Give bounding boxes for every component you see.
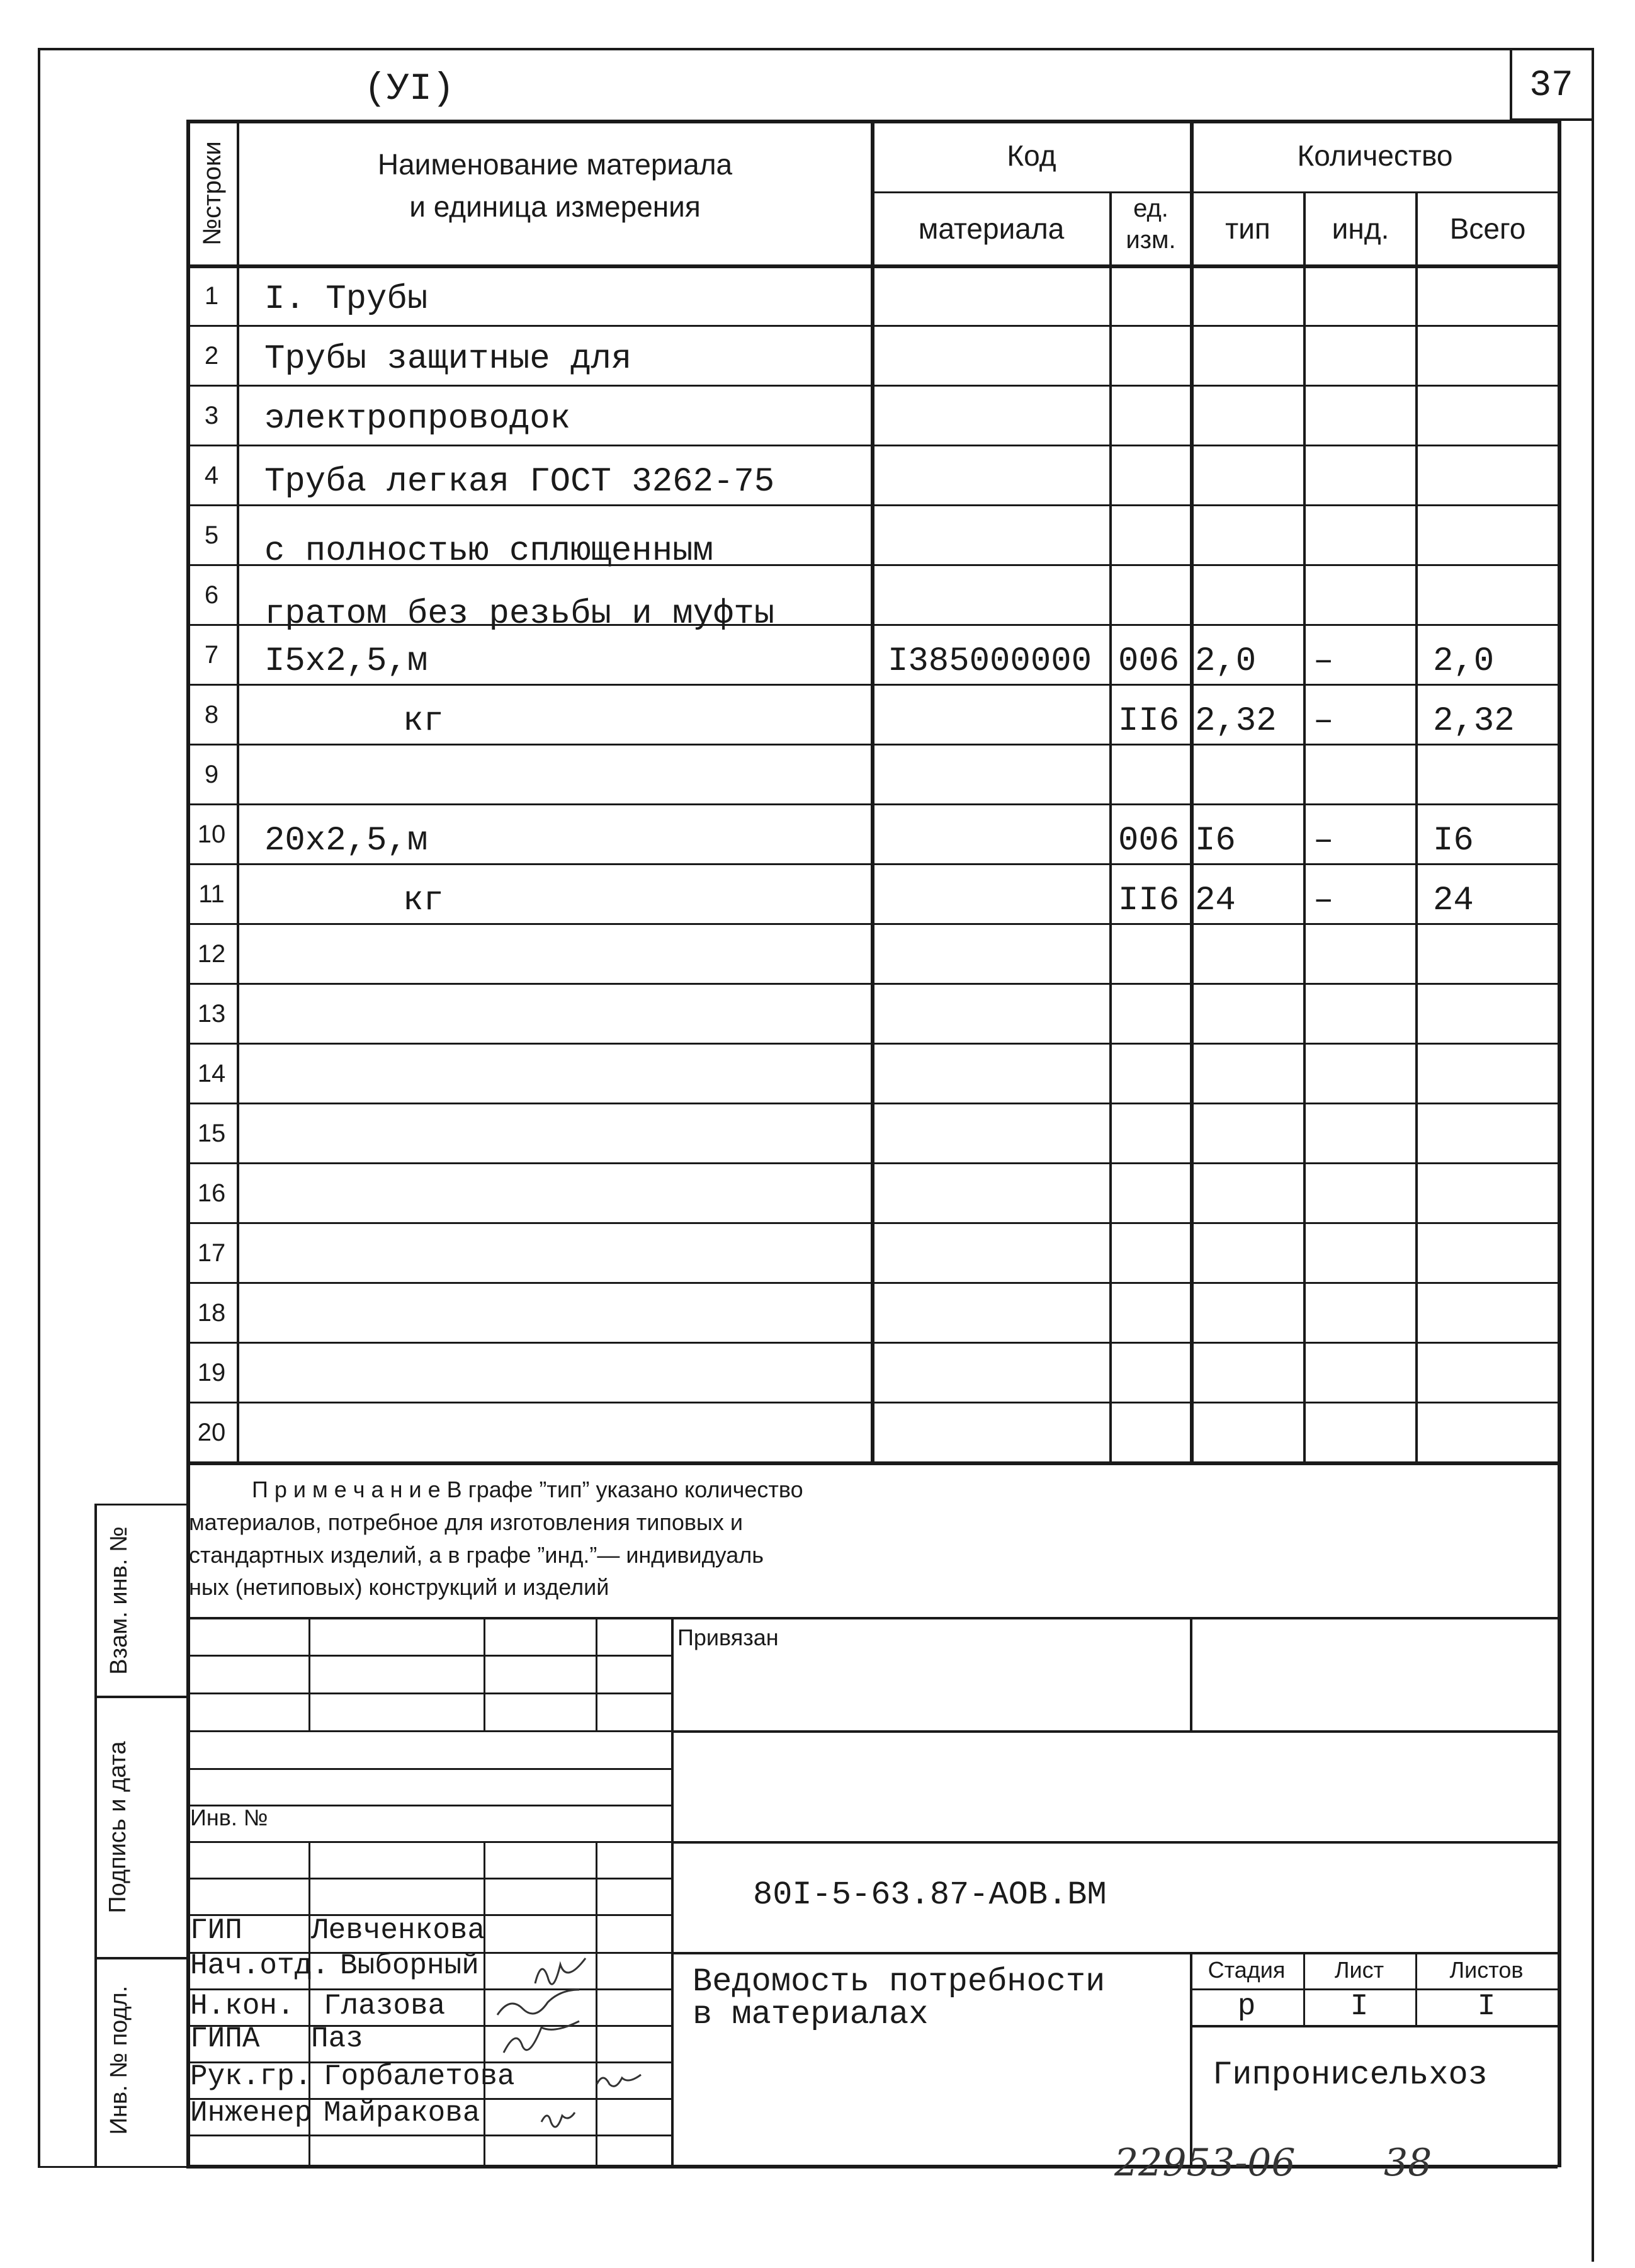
staff-role: Нач.отд. (190, 1949, 329, 1982)
qty-ind: – (1313, 882, 1334, 920)
staff-name: Майракова (324, 2097, 480, 2129)
row-number: 8 (204, 701, 219, 729)
material-name: кг (403, 702, 444, 740)
row-number: 3 (204, 402, 219, 429)
staff-role: ГИП (190, 1914, 242, 1947)
row-number: 12 (197, 940, 226, 968)
staff-name: Глазова (324, 1990, 446, 2022)
unit-code: 006 (1118, 642, 1180, 681)
sheet-label: Лист (1334, 1957, 1384, 1983)
signature-mark (497, 1990, 579, 2015)
material-name: электропроводок (264, 400, 571, 438)
qty-ind: – (1313, 642, 1334, 681)
qty-type: 24 (1195, 882, 1236, 920)
row-number: 7 (204, 641, 219, 669)
privyazan-label: Привязан (677, 1624, 779, 1650)
staff-role: Рук.гр. (190, 2060, 312, 2093)
stage-label: Стадия (1208, 1957, 1286, 1983)
row-number: 2 (204, 342, 219, 370)
note-line: ных (нетиповых) конструкций и изделий (189, 1574, 609, 1601)
staff-role: ГИПА (190, 2022, 260, 2055)
inv-number-label: Инв. № (190, 1805, 268, 1830)
signature-mark (535, 1958, 586, 1984)
sheet-value: I (1350, 1990, 1369, 2024)
archive-page: 38 (1384, 2141, 1432, 2185)
note-line: материалов, потребное для изготовления типовых и (189, 1509, 744, 1535)
material-name: Труба легкая ГОСТ 3262-75 (264, 463, 775, 501)
material-name: с полностью сплющенным (264, 532, 713, 570)
unit-code: II6 (1118, 702, 1180, 740)
signature-mark (504, 2021, 579, 2053)
qty-total: I6 (1433, 822, 1474, 860)
row-number: 20 (197, 1419, 226, 1446)
header-code: Код (1007, 139, 1056, 172)
header-code-material: материала (918, 212, 1065, 245)
staff-role: Инженер (190, 2097, 312, 2129)
qty-type: I6 (1195, 822, 1236, 860)
row-number: 17 (197, 1239, 226, 1267)
material-name: I5x2,5,м (264, 642, 428, 681)
row-number: 18 (197, 1299, 226, 1327)
unit-code: 006 (1118, 822, 1180, 860)
material-name: кг (403, 882, 444, 920)
header-row-number: №строки (198, 141, 226, 246)
qty-ind: – (1313, 822, 1334, 860)
staff-name: Паз (311, 2022, 363, 2055)
sheets-value: I (1477, 1990, 1496, 2024)
qty-type: 2,0 (1195, 642, 1257, 681)
material-code: I385000000 (888, 642, 1092, 681)
material-name: 20x2,5,м (264, 822, 428, 860)
document-title-line: Ведомость потребности (693, 1963, 1106, 2000)
stage-value: р (1237, 1990, 1256, 2024)
header-name-line2: и единица измерения (409, 190, 701, 223)
document-code: 80I-5-63.87-АОВ.ВМ (753, 1876, 1107, 1914)
side-label-sign-date: Подпись и дата (105, 1741, 131, 1914)
qty-total: 2,0 (1433, 642, 1495, 681)
sheet-marker: (УI) (364, 68, 455, 111)
row-number: 11 (198, 880, 225, 908)
staff-name: Левченкова (311, 1914, 485, 1947)
row-number: 15 (197, 1120, 226, 1147)
row-number: 9 (204, 761, 219, 788)
material-name: Трубы защитные для (264, 340, 632, 378)
qty-ind: – (1313, 702, 1334, 740)
header-qty-ind: инд. (1332, 212, 1389, 245)
row-number: 1 (204, 282, 219, 310)
staff-name: Выборный (340, 1949, 479, 1982)
qty-total: 24 (1433, 882, 1474, 920)
row-number: 5 (204, 521, 219, 549)
sheets-label: Листов (1449, 1957, 1524, 1983)
staff-name: Горбалетова (324, 2060, 515, 2093)
note-line: П р и м е ч а н и е В графе ”тип” указано количество (252, 1477, 803, 1502)
page-number: 37 (1529, 65, 1573, 106)
signature-mark (597, 2075, 641, 2086)
header-qty-total: Всего (1449, 212, 1526, 245)
row-number: 10 (197, 820, 226, 848)
row-number: 14 (197, 1060, 226, 1087)
header-unit-line2: изм. (1126, 226, 1176, 254)
qty-total: 2,32 (1433, 702, 1515, 740)
row-number: 19 (197, 1359, 226, 1386)
document-title-line: в материалах (693, 1996, 929, 2033)
material-name: I. Трубы (264, 280, 428, 319)
side-label-orig-inv: Инв. № подл. (106, 1985, 132, 2135)
material-name: гратом без резьбы и муфты (264, 595, 775, 633)
row-number: 13 (197, 1000, 226, 1028)
header-quantity: Количество (1297, 139, 1453, 172)
archive-number: 22953-06 (1114, 2141, 1296, 2185)
side-label-replace-inv: Взам. инв. № (106, 1526, 132, 1675)
row-number: 4 (204, 462, 219, 489)
header-unit-line1: ед. (1133, 195, 1168, 222)
note-line: стандартных изделий, а в графе ”инд.”— индивидуаль (189, 1541, 764, 1568)
row-number: 16 (197, 1179, 226, 1207)
header-qty-type: тип (1225, 212, 1270, 245)
header-name-line1: Наименование материала (377, 148, 733, 181)
signature-mark (541, 2112, 575, 2127)
unit-code: II6 (1118, 882, 1180, 920)
staff-role: Н.кон. (190, 1990, 295, 2022)
organization: Гипронисельхоз (1213, 2056, 1488, 2094)
qty-type: 2,32 (1195, 702, 1277, 740)
row-number: 6 (204, 581, 219, 609)
